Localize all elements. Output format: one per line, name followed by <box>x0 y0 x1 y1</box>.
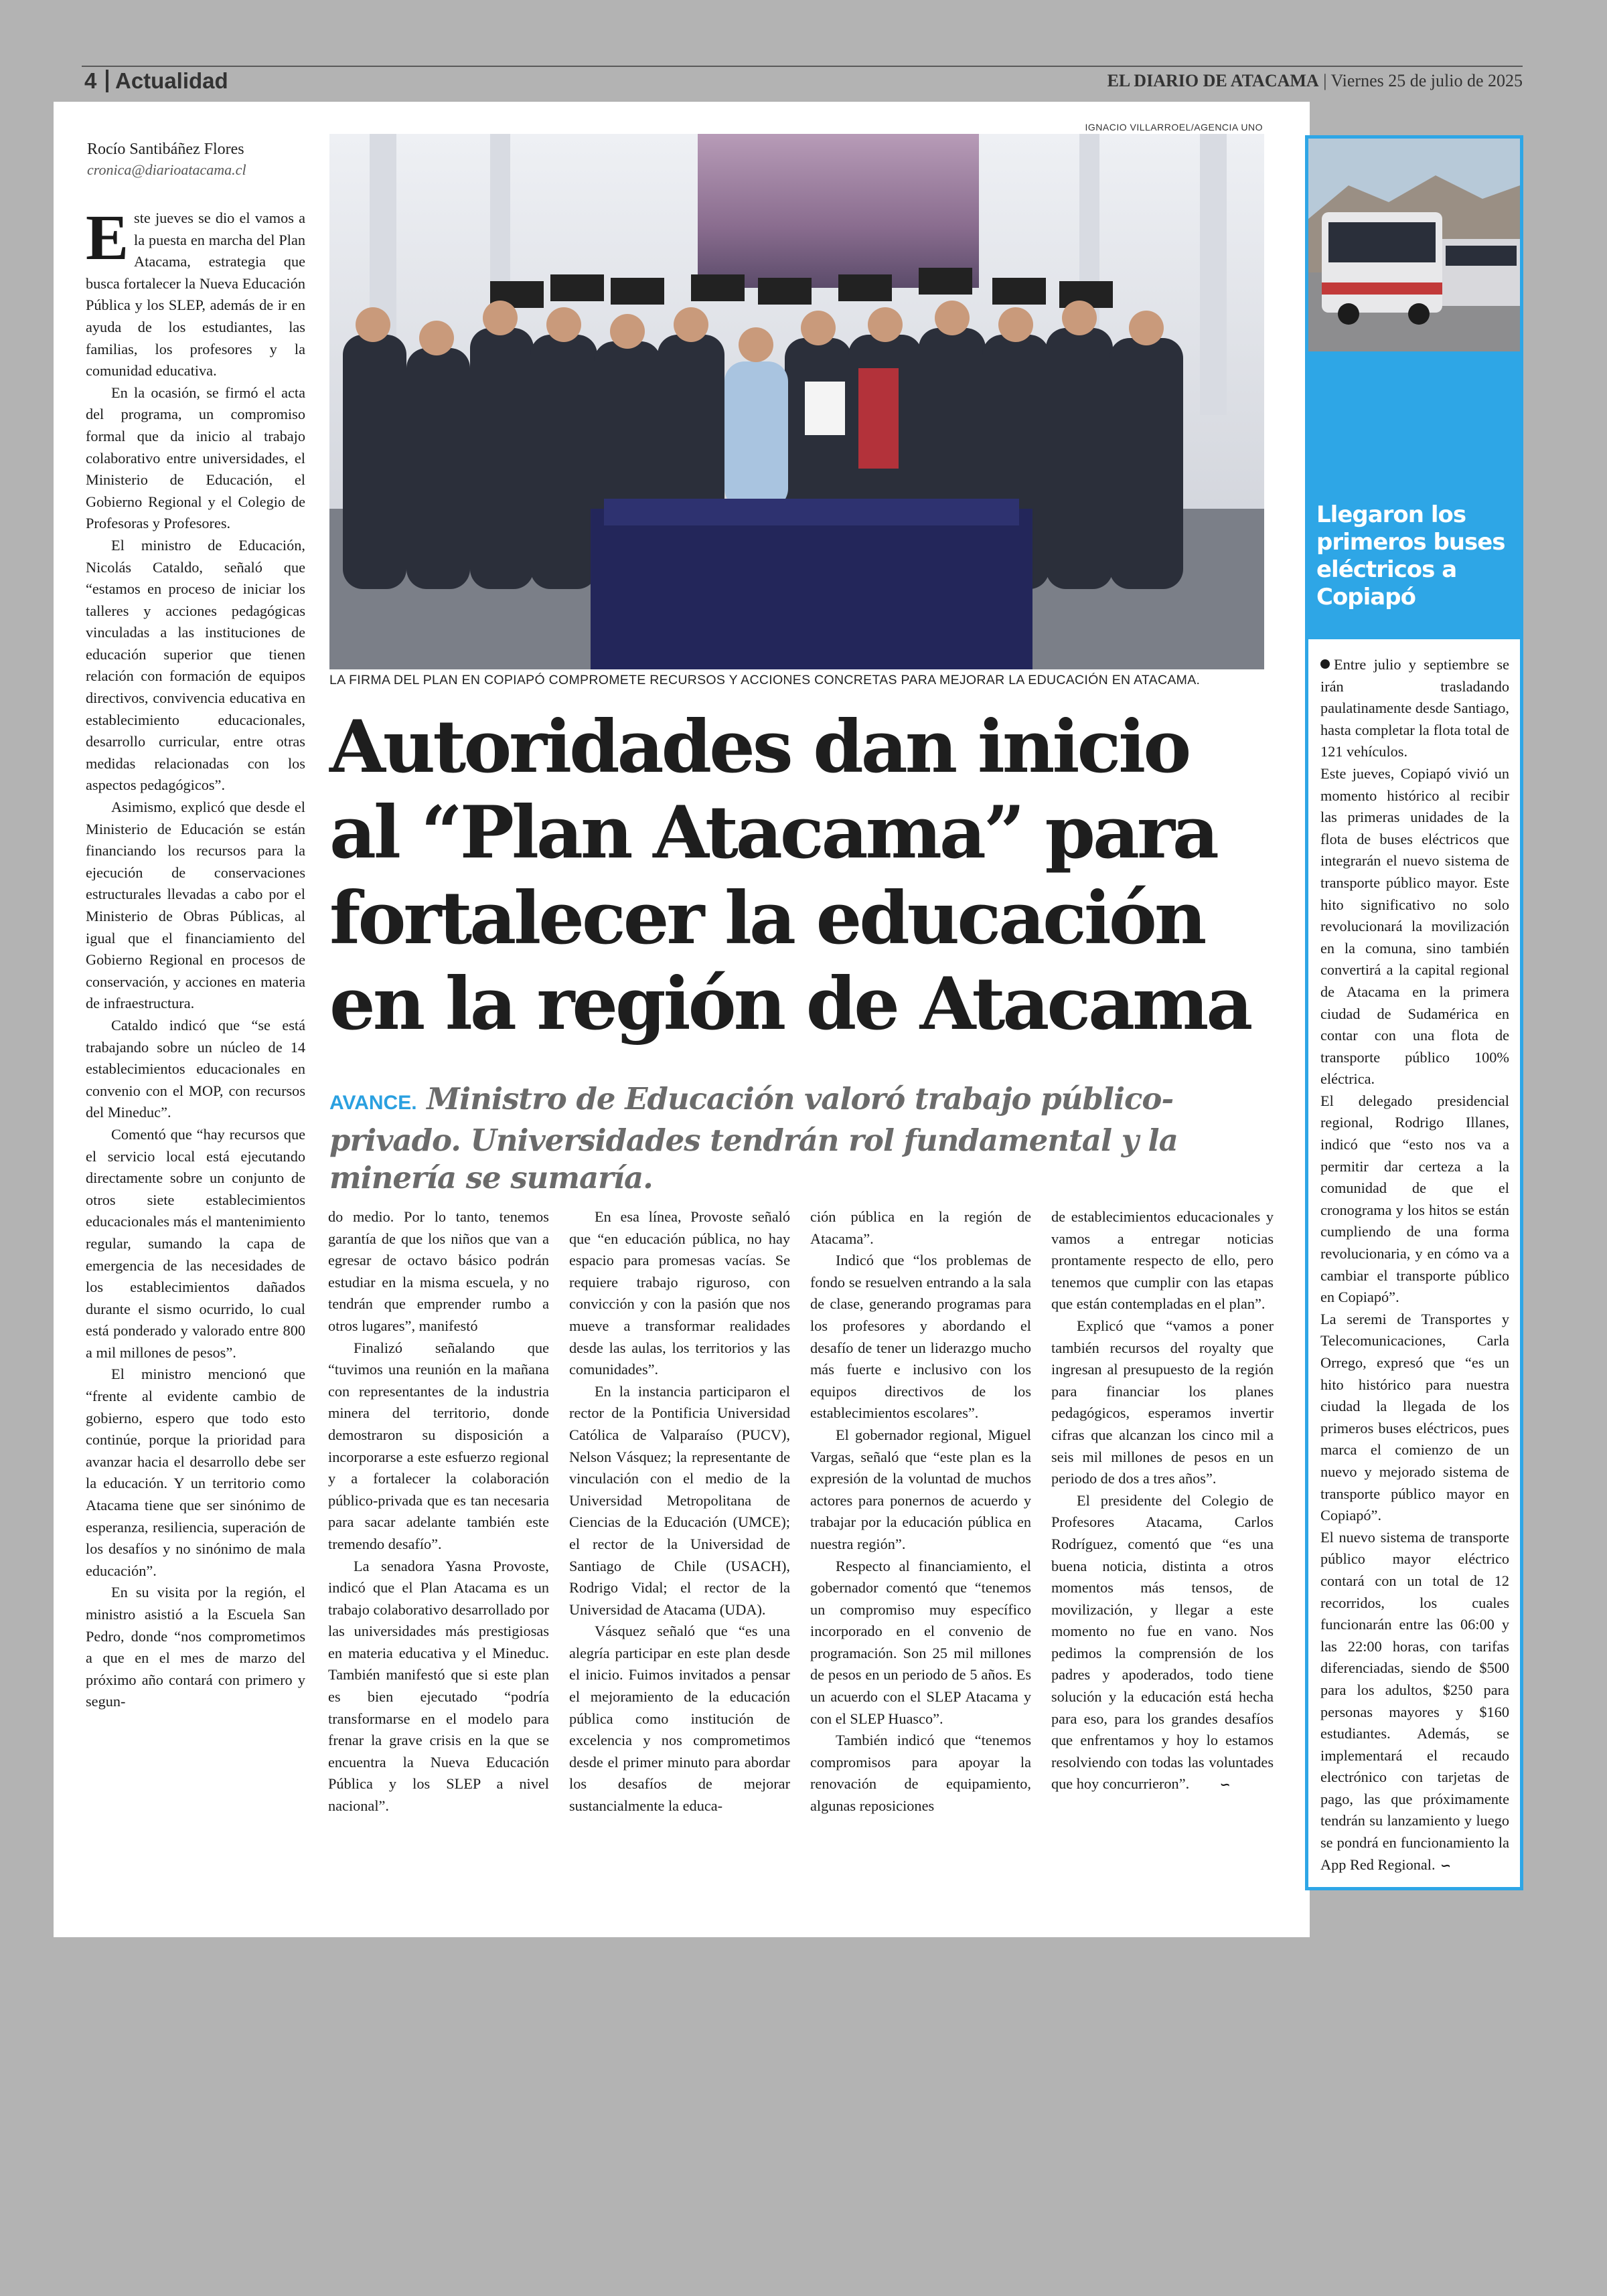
article-paragraph: También indicó que “tenemos compromisos para apoyar la renovación de equipamiento, algunas reposiciones <box>810 1732 1031 1815</box>
sidebar-paragraph: El nuevo sistema de transporte público mayor eléctrico contará con un total de 12 recorridos, los cuales funcionarán entre las 06:00 y las 22:00 horas, con tarifas diferenciadas, siendo de $500 para los adultos, $250 para personas mayores y $160 estudiantes. Además, se implementará el recaudo electrónico con tarjetas de pago, las que próximamente tendrán su lanzamiento y luego se pondrá en funcionamiento la App Red Regional. ∽ <box>1320 1527 1509 1877</box>
page-header <box>82 64 1523 98</box>
newspaper-page <box>54 102 1310 1937</box>
article-paragraph: Comentó que “hay recursos que el servicio local está ejecutando directamente sobre un conjunto de otros siete establecimientos educacionales más el mantenimiento regular, sumando la capa de emergencia de las necesidades de los establecimientos dañados durante el sismo ocurrido, lo cual está ponderado y valorado entre 800 a mil millones de pesos”. <box>86 1125 305 1361</box>
newspaper-name: EL DIARIO DE ATACAMA <box>1107 71 1319 90</box>
sidebar-box <box>1305 135 1523 1890</box>
article-paragraph: El presidente del Colegio de Profesores Atacama, Carlos Rodríguez, comentó que “es una buena noticia, distinta a otros momentos más tensos, de movilización, y llegar a este momento no fue en vano. Nos pedimos la comprensión de los padres y apoderados, todo tiene solución y la educación está hecha para eso, para los grandes desafíos que enfrentamos y hoy lo estamos resolviendo con todas las voluntades que hoy concurrieron”. ∽ <box>1051 1490 1274 1796</box>
drop-cap: E <box>86 201 129 273</box>
header-separator <box>106 70 108 92</box>
article-paragraph: Este jueves se dio el vamos a la puesta en marcha del Plan Atacama, estrategia que busca fortalecer la Nueva Educación Pública y los SLEP, además de ir en ayuda de los estudiantes, las familias, los profesores y la comunidad educativa. <box>86 201 305 380</box>
sidebar-paragraph: El delegado presidencial regional, Rodrigo Illanes, indicó que “esto nos va a permitir dar certeza a la comunidad de que el cronograma y los hitos se están cumpliendo de una forma revolucionaria, y en cómo va a cambiar el transporte público en Copiapó”. <box>1320 1092 1509 1306</box>
article-paragraph: Explicó que “vamos a poner también recursos del royalty que ingresan al presupuesto de la región para financiar los planes pedagógicos, esperamos invertir cifras que alcanzan los cinco mil a seis mil millones de pesos en un periodo de dos a tres años”. <box>1051 1317 1274 1487</box>
bullet-icon <box>1320 659 1330 669</box>
main-photo-illustration <box>329 134 1264 669</box>
article-paragraph: Indicó que “los problemas de fondo se resuelven entrando a la sala de clase, generando programas para los profesores y abordando el desafío de tener un liderazgo mucho más fuerte e inclusivo con los equipos directivos de los establecimientos escolares”. <box>810 1252 1031 1422</box>
deck-tag: AVANCE. <box>329 1092 417 1114</box>
article-column-2 <box>328 1206 549 1817</box>
bus-photo-illustration <box>1308 139 1520 351</box>
section-name: Actualidad <box>115 68 228 93</box>
header-rule <box>82 66 1523 67</box>
sidebar-paragraph: Entre julio y septiembre se irán trasladando paulatinamente desde Santiago, hasta completar la flota total de 121 vehículos. <box>1320 656 1509 760</box>
article-paragraph: En su visita por la región, el ministro asistió a la Escuela San Pedro, donde “nos comprometimos a que en el mes de marzo del próximo año contará con primero y segun- <box>86 1584 305 1710</box>
sidebar-headline: Llegaron los primeros buses eléctricos a Copiapó <box>1308 351 1520 639</box>
article-paragraph: La senadora Yasna Provoste, indicó que el Plan Atacama es un trabajo colaborativo desarrollado por las universidades más prestigiosas en materia educativa y el Mineduc. También manifestó que si este plan es bien ejecutado “podría transformarse en el modelo para frenar la grave crisis en la que se encuentra la Nueva Educación Pública y los SLEP a nivel nacional”. <box>328 1557 549 1815</box>
cs-end-mark-icon: ∽ <box>1440 1858 1451 1872</box>
issue-date: Viernes 25 de julio de 2025 <box>1330 71 1523 90</box>
deck-text: Ministro de Educación valoró trabajo público-privado. Universidades tendrán rol fundamental y la minería se sumaría. <box>329 1081 1178 1196</box>
article-paragraph: El ministro mencionó que “frente al evidente cambio de gobierno, espero que todo esto continúe, porque la prioridad para avanzar hacia el desarrollo debe ser la educación. Y un territorio como Atacama tiene que ser sinónimo de esperanza, resiliencia, superación de los desafíos y no sinónimo de mala educación”. <box>86 1366 305 1579</box>
article-column-5 <box>1051 1206 1274 1796</box>
page-number: 4 <box>84 68 97 93</box>
article-paragraph: Vásquez señaló que “es una alegría participar en este plan desde el inicio. Fuimos invitados a pensar el mejoramiento de la educación pública como institución de excelencia y nos comprometimos desde el primer minuto para abordar los desafíos de mejorar sustancialmente la educa- <box>569 1623 790 1815</box>
article-paragraph: El gobernador regional, Miguel Vargas, señaló que “este plan es la expresión de la voluntad de muchos actores para ponernos de acuerdo y trabajar por la educación pública en nuestra región”. <box>810 1426 1031 1552</box>
masthead-date: EL DIARIO DE ATACAMA | Viernes 25 de julio de 2025 <box>1107 71 1523 90</box>
article-paragraph: En la ocasión, se firmó el acta del programa, un compromiso formal que da inicio al trabajo colaborativo entre universidades, el Ministerio de Educación, el Gobierno Regional y el Colegio de Profesoras y Profesores. <box>86 384 305 532</box>
article-paragraph: El ministro de Educación, Nicolás Cataldo, señaló que “estamos en proceso de iniciar los talleres y acciones pedagógicas vinculadas a las instituciones de educación superior que tienen relación con formación de equipos directivos, convivencia educativa en establecimiento educacionales, desarrollo curricular, entre otras medidas relacionadas con los aspectos pedagógicos”. <box>86 536 305 794</box>
subheadline <box>329 1080 1280 1197</box>
sidebar-body <box>1320 654 1509 1876</box>
byline <box>87 141 355 179</box>
article-column-4 <box>810 1206 1031 1817</box>
article-column-1 <box>86 201 305 1713</box>
article-paragraph: ción pública en la región de Atacama”. <box>810 1208 1031 1247</box>
article-paragraph: En la instancia participaron el rector de la Pontificia Universidad Católica de Valparaíso (PUCV), Nelson Vásquez; la representante de vinculación con el medio de la Universidad Metropolitana de Ciencias de la Educación (UMCE); el rector de la Universidad de Santiago de Chile (USACH), Rodrigo Vidal; el rector de la Universidad de Atacama (UDA). <box>569 1382 790 1618</box>
article-paragraph: Cataldo indicó que “se está trabajando sobre un núcleo de 14 establecimientos educacionales en convenio con el MOP, con recursos del Mineduc”. <box>86 1016 305 1121</box>
sidebar-paragraph: Este jueves, Copiapó vivió un momento histórico al recibir las primeras unidades de la flota de buses eléctricos que integrarán el nuevo sistema de transporte público mayor. Este hito significativo no solo revolucionará la movilización en la comuna, sino también convertirá a la capital regional de Atacama en la primera ciudad de Sudamérica en contar con una flota de transporte público 100% eléctrica. <box>1320 764 1509 1088</box>
article-column-3 <box>569 1206 790 1817</box>
photo-credit: IGNACIO VILLARROEL/AGENCIA UNO <box>1085 122 1263 133</box>
article-paragraph: do medio. Por lo tanto, tenemos garantía de que los niños que van a egresar de octavo básico podrán estudiar en la misma escuela, y no tendrán que emprender rumbo a otros lugares”, manifestó <box>328 1208 549 1334</box>
cs-end-mark-icon: ∽ <box>1220 1778 1231 1792</box>
article-paragraph: Finalizó señalando que “tuvimos una reunión en la mañana con representantes de la industria minera del territorio, donde demostraron su disposición a incorporarse a este esfuerzo regional y a fortalecer la colaboración público-privada que es tan necesaria para sacar adelante también este tremendo desafío”. <box>328 1339 549 1552</box>
headline: Autoridades dan inicio al “Plan Atacama” para fortalecer la educación en la región de Atacama <box>329 705 1251 1046</box>
photo-caption: LA FIRMA DEL PLAN EN COPIAPÓ COMPROMETE RECURSOS Y ACCIONES CONCRETAS PARA MEJORAR LA EDUCACIÓN EN ATACAMA. <box>329 673 1201 687</box>
article-paragraph: En esa línea, Provoste señaló que “en educación pública, no hay espacio para promesas vacías. Se requiere trabajo riguroso, con convicción y con la pasión que nos mueve a transformar realidades desde las aulas, los territorios y las comunidades”. <box>569 1208 790 1378</box>
sidebar-paragraph: La seremi de Transportes y Telecomunicaciones, Carla Orrego, expresó que “es un hito histórico para nuestra ciudad la llegada de los primeros buses eléctricos, pues marca el comienzo de un nuevo y mejorado sistema de transporte público mayor en Copiapó”. <box>1320 1310 1509 1524</box>
article-paragraph: Respecto al financiamiento, el gobernador comentó que “tenemos un compromiso muy específico incorporado en el convenio de programación. Son 25 mil millones de pesos en un periodo de 5 años. Es un acuerdo con el SLEP Atacama y con el SLEP Huasco”. <box>810 1557 1031 1727</box>
main-photo <box>329 134 1264 669</box>
author-email: cronica@diarioatacama.cl <box>87 161 246 178</box>
article-paragraph: Asimismo, explicó que desde el Ministerio de Educación se están financiando los recursos para la ejecución de conservaciones estructurales llevadas a cabo por el Ministerio de Obras Públicas, al igual que el financiamiento del Gobierno Regional en procesos de conservación, y acciones en materia de infraestructura. <box>86 799 305 1012</box>
article-paragraph: de establecimientos educacionales y vamos a entregar noticias prontamente respecto de ello, pero tenemos que cumplir con las etapas que están contempladas en el plan”. <box>1051 1208 1274 1313</box>
author-name: Rocío Santibáñez Flores <box>87 141 244 158</box>
bus-photo <box>1308 139 1520 351</box>
